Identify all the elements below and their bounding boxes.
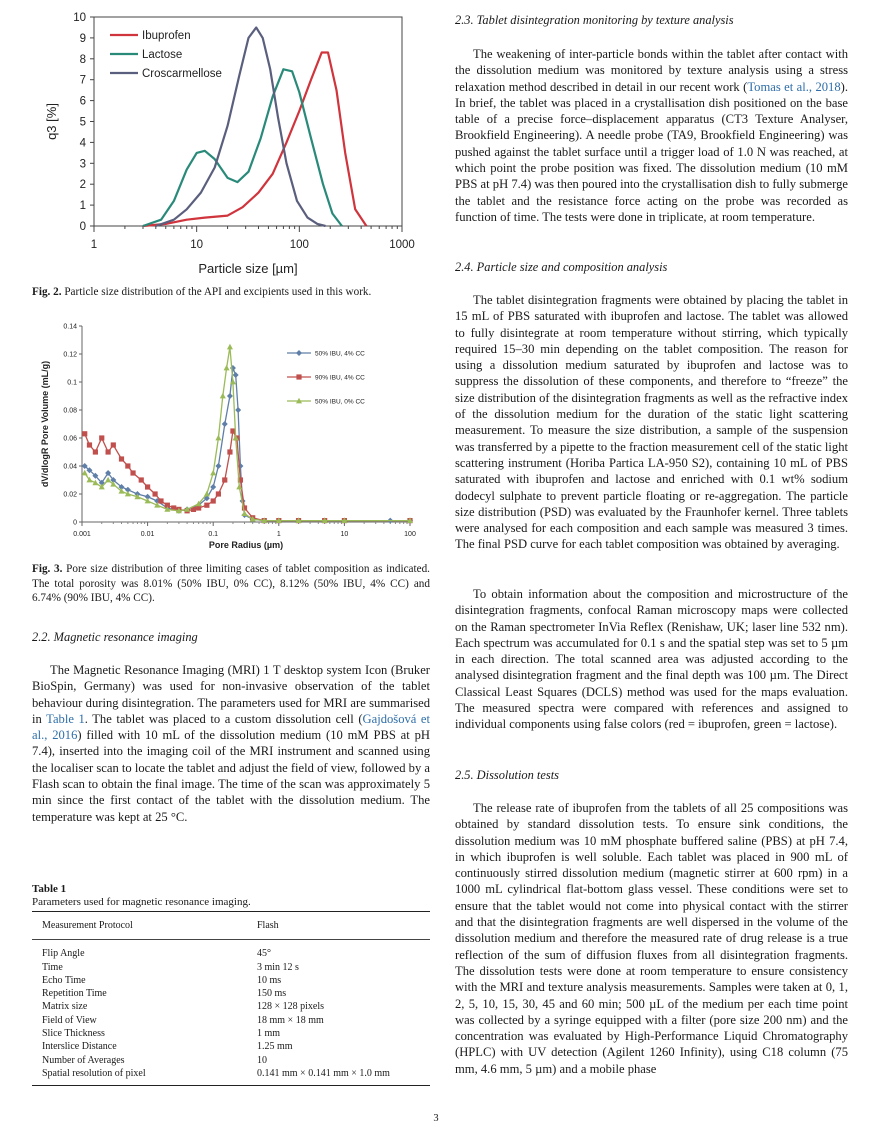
x-tick-label: 0.001 — [73, 531, 91, 538]
x-tick-label: 0.01 — [140, 531, 155, 538]
data-point — [222, 477, 227, 482]
x-tick-label: 1 — [276, 531, 281, 538]
data-point — [87, 442, 92, 447]
data-point — [119, 456, 124, 461]
table-row — [32, 1000, 430, 1013]
table-cell: 150 ms — [257, 988, 287, 1000]
y-tick-label: 0.14 — [63, 323, 77, 331]
data-point — [204, 503, 209, 508]
legend-label: 50% IBU, 4% CC — [315, 350, 365, 358]
section-2-4-paragraph-2: To obtain information about the composition and microstructure of the disintegration fragments, confocal Raman microscopy maps were collected on the Raman spectrometer InVia Reflex (Renishaw, UK; laser line 532 nm). Each spectrum was accumulated for 0.1 s and the spatial step was set to 5 µm in each direction. The total scanned area was adjusted according to the analysed disintegration fragment and the final depth was 100 µm. The Direct Classical Least Squares (DCLS) method was used for the maps evaluation. The measured spectra were compared with references and assigned to individual components using false colors (red = ibuprofen, green = lactose). — [455, 587, 848, 732]
series-line — [85, 368, 410, 521]
figure-3-caption — [32, 562, 430, 606]
data-point — [111, 442, 116, 447]
data-point — [158, 498, 163, 503]
figure-3-caption-label: Fig. 3. — [32, 563, 63, 575]
legend-label: 90% IBU, 4% CC — [315, 374, 365, 382]
series-group — [82, 365, 413, 524]
table-row — [32, 1027, 430, 1040]
data-point — [235, 407, 241, 413]
table-cell: Flip Angle — [42, 948, 85, 960]
section-2-3-text-b: ). In brief, the tablet was placed in a crystallisation dish positioned on the base table of a precise force–displacement apparatus (CT3 Texture Analyser, Brookfield Engineering). A needle probe (TA9, Brookfield Engineering) was pushed against the tablet surface until a trigger load of 1.0 N was reached, at which point the probe position was fixed. The dissolution medium (10 mM PBS at pH 7.4) was then poured into the crystallisation dish to fully submerge the tablet and the resistance force acting on the probe was recorded as function of time. The tests were done in triplicate, at room temperature. — [455, 79, 848, 224]
table-cell: 10 — [257, 1054, 267, 1066]
data-point — [82, 470, 88, 476]
table-row — [32, 961, 430, 974]
data-point — [220, 393, 226, 399]
table-1-title: Parameters used for magnetic resonance imaging. — [32, 896, 251, 908]
section-2-3-heading: 2.3. Tablet disintegration monitoring by texture analysis — [455, 13, 734, 27]
y-tick-label: 0.1 — [67, 379, 77, 387]
x-tick-label: 100 — [404, 531, 416, 538]
y-axis-label: q3 [%] — [44, 103, 59, 140]
data-point — [125, 463, 130, 468]
legend-label: Croscarmellose — [142, 68, 222, 80]
y-tick-label: 2 — [79, 179, 86, 192]
table-1-link[interactable]: Table 1 — [46, 711, 85, 726]
y-tick-label: 4 — [79, 137, 86, 150]
y-tick-label: 0.04 — [63, 463, 77, 471]
legend-label: Ibuprofen — [142, 30, 191, 42]
x-tick-label: 100 — [289, 239, 309, 251]
tomas-citation-link[interactable]: Tomas et al., 2018 — [747, 79, 841, 94]
x-tick-label: 10 — [340, 531, 349, 538]
y-tick-label: 9 — [79, 32, 86, 45]
figure-2-caption-label: Fig. 2. — [32, 286, 62, 298]
y-tick-label: 3 — [79, 158, 86, 171]
legend-label: Lactose — [142, 49, 183, 61]
table-header-cell: Measurement Protocol — [42, 920, 133, 931]
section-2-2-text-b: . The tablet was placed to a custom dissolution cell ( — [84, 711, 363, 726]
table-row — [32, 1040, 430, 1053]
table-cell: Interslice Distance — [42, 1041, 117, 1053]
y-tick-label: 1 — [79, 200, 86, 213]
table-cell: 45° — [257, 948, 271, 960]
data-point — [82, 431, 87, 436]
figure-2-chart — [32, 5, 432, 277]
table-row — [32, 1054, 430, 1067]
data-point — [230, 365, 236, 371]
data-point — [215, 435, 221, 441]
table-row — [32, 987, 430, 1000]
section-2-2-paragraph — [32, 662, 430, 825]
data-point — [145, 484, 150, 489]
series-line — [85, 347, 410, 521]
y-tick-label: 10 — [73, 12, 86, 24]
plot-frame — [94, 17, 402, 226]
section-2-3-paragraph — [455, 46, 848, 225]
table-cell: 1 mm — [257, 1028, 281, 1040]
data-point — [210, 470, 216, 476]
y-tick-label: 6 — [79, 95, 86, 108]
section-2-4-paragraph-1: The tablet disintegration fragments were obtained by placing the tablet in 15 mL of PBS saturated with ibuprofen and lactose. The tablet was allowed to fully disintegrate at room temperature without stirring, which typically required 15–30 min depending on the tablet composition. The reason for using a dissolution medium saturated by ibuprofen and lactose was to suppress the dissolution of these components, and therefore to “freeze” the size distribution of the disintegration fragments as well as the refractive index of the dissolution medium for the duration of the static light scattering measurement. To measure the size distribution, a sample of the suspension was transferred by a pipette to the fraction measurement cell of the static light scattering instrument (Horiba Partica LA-950 S2), containing 10 mL of PBS saturated with ibuprofen and lactose and enriched with 0.1 wt% sodium dodecyl sulphate to prevent particle floating or re-aggregation. The particle size distribution (PSD) was evaluated by the Fraunhofer kernel. Three tablets were analysed for each composition and each sample was measured 3 times. The final PSD curve for each tablet composition was obtained by averaging. — [455, 293, 848, 552]
table-row — [32, 1014, 430, 1027]
table-cell: 128 × 128 pixels — [257, 1001, 325, 1013]
x-tick-label: 1000 — [389, 239, 415, 251]
data-point — [130, 470, 135, 475]
data-point — [93, 449, 98, 454]
table-cell: 0.141 mm × 0.141 mm × 1.0 mm — [257, 1067, 390, 1079]
data-point — [216, 491, 221, 496]
figure-2-caption — [32, 285, 430, 300]
figure-3-caption-text: Pore size distribution of three limiting cases of tablet composition as indicated. The total porosity was 8.01% (50% IBU, 0% CC), 8.12% (50% IBU, 4% CC) and 6.74% (90% IBU, 4% CC). — [32, 563, 430, 604]
x-tick-label: 10 — [190, 239, 204, 251]
table-cell: 10 ms — [257, 974, 282, 986]
table-cell: Number of Averages — [42, 1054, 125, 1066]
section-2-5-heading: 2.5. Dissolution tests — [455, 768, 559, 782]
data-point — [227, 344, 233, 350]
table-header-row — [32, 912, 430, 939]
section-2-5-paragraph: The release rate of ibuprofen from the tablets of all 25 compositions was obtained by standard dissolution tests. To ensure sink conditions, the dissolution medium was 10 mM phosphate buffered saline (PBS) at pH 7.4, in which ibuprofen is well soluble. Each tablet was placed in 900 mL of continuously stirred dissolution medium (magnetic stirrer at 600 rpm) in a 1000 mL cylindrical flat-bottom glass vessel. These conditions were set to ensure that the tablet would not come into physical contact with the stirrer and that the disintegration fragments are well dispersed in the volume of the dissolution medium and therefore the measured rate of drug release is a true reflection of the sum of diffusion fluxes from all disintegration fragments. The dissolution tests were done at room temperature to ensure consistency with the MRI and texture analysis measurements. Samples were taken at 0, 1, 2, 5, 10, 15, 30, 45 and 60 min; 500 µL of the medium per each time point was collected by a syringe equipped with a filter (pore size 200 nm) and the concentration was evaluated by High-Performance Liquid Chromatography (HPLC) with UV detection (Agilent 1260 Infinity), using C18 column (75 mm, 4.6 mm, 5 µm) and a mobile phase — [455, 801, 848, 1076]
y-tick-label: 0.06 — [63, 435, 77, 443]
section-2-4-heading: 2.4. Particle size and composition analysis — [455, 260, 668, 274]
gajdosova-citation-link[interactable]: Gajdošová et al., 2016 — [32, 711, 431, 743]
section-2-2-heading: 2.2. Magnetic resonance imaging — [32, 630, 198, 644]
data-point — [210, 484, 216, 490]
series-group — [82, 428, 412, 523]
series-line-lactose — [143, 69, 342, 226]
data-point — [139, 477, 144, 482]
y-tick-label: 0 — [79, 221, 86, 233]
table-cell: 3 min 12 s — [257, 961, 299, 973]
y-axis-label: dV/dlogR Pore Volume (mL/g) — [40, 360, 50, 488]
figure-2-caption-text: Particle size distribution of the API and excipients used in this work. — [61, 286, 372, 298]
legend-label: 50% IBU, 0% CC — [315, 398, 365, 406]
legend-marker — [296, 350, 302, 356]
section-2-2-text-a: The Magnetic Resonance Imaging (MRI) 1 T desktop system Icon (Bruker BioSpin, Germany) was used for non-invasive observation of the tablet behaviour during disintegration. The parameters used for MRI are summarised in — [32, 663, 430, 726]
y-tick-label: 8 — [79, 53, 86, 66]
table-cell: Time — [42, 961, 63, 973]
data-point — [222, 421, 228, 427]
legend-marker — [296, 374, 301, 379]
data-point — [227, 393, 233, 399]
data-point — [99, 435, 104, 440]
table-1 — [32, 883, 430, 1086]
table-cell: Matrix size — [42, 1001, 88, 1013]
table-cell: 18 mm × 18 mm — [257, 1014, 324, 1026]
series-group — [82, 344, 413, 523]
section-2-3-text-a: The weakening of inter-particle bonds within the tablet after contact with the dissolution medium was monitored by texture analysis using a stress relaxation method described in detail in our recent work ( — [455, 47, 848, 94]
series-line — [85, 431, 410, 521]
x-axis-label: Particle size [µm] — [198, 261, 298, 276]
table-row — [32, 974, 430, 987]
x-axis-label: Pore Radius (µm) — [208, 540, 284, 550]
x-tick-label: 0.1 — [208, 531, 219, 538]
data-point — [106, 449, 111, 454]
x-tick-label: 1 — [90, 239, 98, 251]
table-row — [32, 1067, 430, 1085]
table-cell: Field of View — [42, 1014, 97, 1026]
data-point — [152, 491, 157, 496]
table-1-grid — [32, 912, 430, 1085]
y-tick-label: 0 — [73, 519, 77, 527]
section-2-2-text-c: ) filled with 10 mL of the dissolution medium (10 mM PBS at pH 7.4), inserted into the imaging coil of the MRI instrument and scanned using the localiser scan to locate the tablet and adjust the field of view, followed by a Flash scan to obtain the final image. The time of the scan was approximately 5 min since the first contact of the tablet with the dissolution medium. The temperature was kept at 25 °C. — [32, 728, 430, 824]
table-cell: Slice Thickness — [42, 1028, 105, 1040]
y-tick-label: 5 — [79, 116, 86, 129]
y-tick-label: 0.02 — [63, 491, 77, 499]
data-point — [227, 449, 232, 454]
data-point — [211, 498, 216, 503]
table-cell: Repetition Time — [42, 988, 107, 1000]
page-number: 3 — [433, 1113, 439, 1124]
y-tick-label: 0.08 — [63, 407, 77, 415]
data-point — [215, 463, 221, 469]
table-row — [32, 947, 430, 960]
table-cell: Echo Time — [42, 974, 86, 986]
y-tick-label: 0.12 — [63, 351, 77, 359]
data-point — [224, 365, 230, 371]
y-tick-label: 7 — [79, 74, 86, 87]
data-point — [233, 372, 239, 378]
data-point — [105, 477, 111, 483]
table-header-cell: Flash — [257, 920, 279, 931]
table-cell: 1.25 mm — [257, 1041, 293, 1053]
table-1-label: Table 1 — [32, 883, 67, 895]
table-cell: Spatial resolution of pixel — [42, 1067, 146, 1079]
figure-3-chart — [32, 318, 432, 558]
